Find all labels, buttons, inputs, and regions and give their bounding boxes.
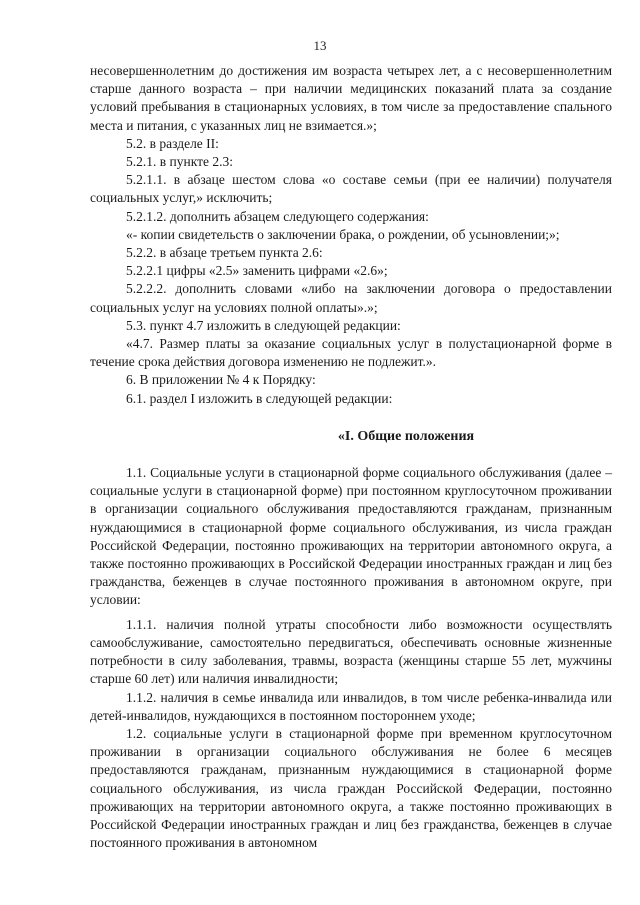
page-number: 13 (313, 38, 327, 53)
paragraph: 1.1.1. наличия полной утраты способности либо возможности осуществлять самообслуживание, самостоятельно передвигаться, обеспечивать основные жизненные потребности в силу заболевания, травмы, возраста (женщины старше 55 лет, мужчины старше 60 лет) или наличия инвалидности; (90, 616, 612, 687)
paragraph: 1.2. социальные услуги в стационарной форме при временном круглосуточном проживании в организации социального обслуживания не более 6 месяцев предоставляются гражданам, признанным нуждающимися в стационарной форме социального обслуживания, из числа граждан Российской Федерации, постоянно проживающих на территории автономного округа, а также постоянно проживающих в Российской Федерации иностранных граждан и лиц без гражданства, беженцев в случае постоянного проживания в автономном (90, 725, 612, 851)
section-title: «I. Общие положения (337, 428, 475, 444)
paragraph: 5.2.2.2. дополнить словами «либо на заключении договора о предоставлении социальных услуг на условиях полной оплаты».»; (90, 281, 612, 315)
document-body (90, 62, 612, 852)
paragraph: 6. В приложении № 4 к Порядку: (126, 372, 316, 388)
paragraph: 5.2. в разделе II: (126, 135, 219, 151)
paragraph: 5.3. пункт 4.7 изложить в следующей редакции: (126, 317, 401, 333)
paragraph: 5.2.1. в пункте 2.3: (126, 154, 233, 170)
paragraph: «- копии свидетельств о заключении брака, о рождении, об усыновлении;»; (126, 226, 560, 242)
paragraph: 5.2.1.1. в абзаце шестом слова «о составе семьи (при ее наличии) получателя социальных услуг,» исключить; (90, 172, 612, 206)
paragraph: 5.2.1.2. дополнить абзацем следующего содержания: (126, 208, 429, 224)
paragraph: 1.1. Социальные услуги в стационарной форме социального обслуживания (далее – социальные услуги в стационарной форме) при постоянном круглосуточном проживании в организации социального обслуживания предоставляются гражданам, признанным нуждающимися в стационарной форме социального обслуживания, из числа граждан Российской Федерации, постоянно проживающих на территории автономного округа, а также постоянно проживающих в Российской Федерации иностранных граждан и лиц без гражданства, беженцев в случае постоянного проживания в автономном округе, при условии: (90, 465, 612, 608)
paragraph: «4.7. Размер платы за оказание социальных услуг в полустационарной форме в течение срока действия договора изменению не подлежит.». (90, 336, 612, 370)
paragraph: 1.1.2. наличия в семье инвалида или инвалидов, в том числе ребенка-инвалида или детей-инвалидов, нуждающихся в постоянном постороннем уходе; (90, 689, 612, 723)
paragraph: 6.1. раздел I изложить в следующей редакции: (126, 390, 393, 406)
paragraph: 5.2.2. в абзаце третьем пункта 2.6: (126, 245, 323, 261)
paragraph: несовершеннолетним до достижения им возраста четырех лет, а с несовершеннолетним старше данного возраста – при наличии медицинских показаний плата за создание условий пребывания в стационарных условиях, в том числе за предоставление спального места и питания, с указанных лиц не взимается.»; (90, 63, 612, 133)
paragraph: 5.2.2.1 цифры «2.5» заменить цифрами «2.6»; (126, 263, 388, 279)
